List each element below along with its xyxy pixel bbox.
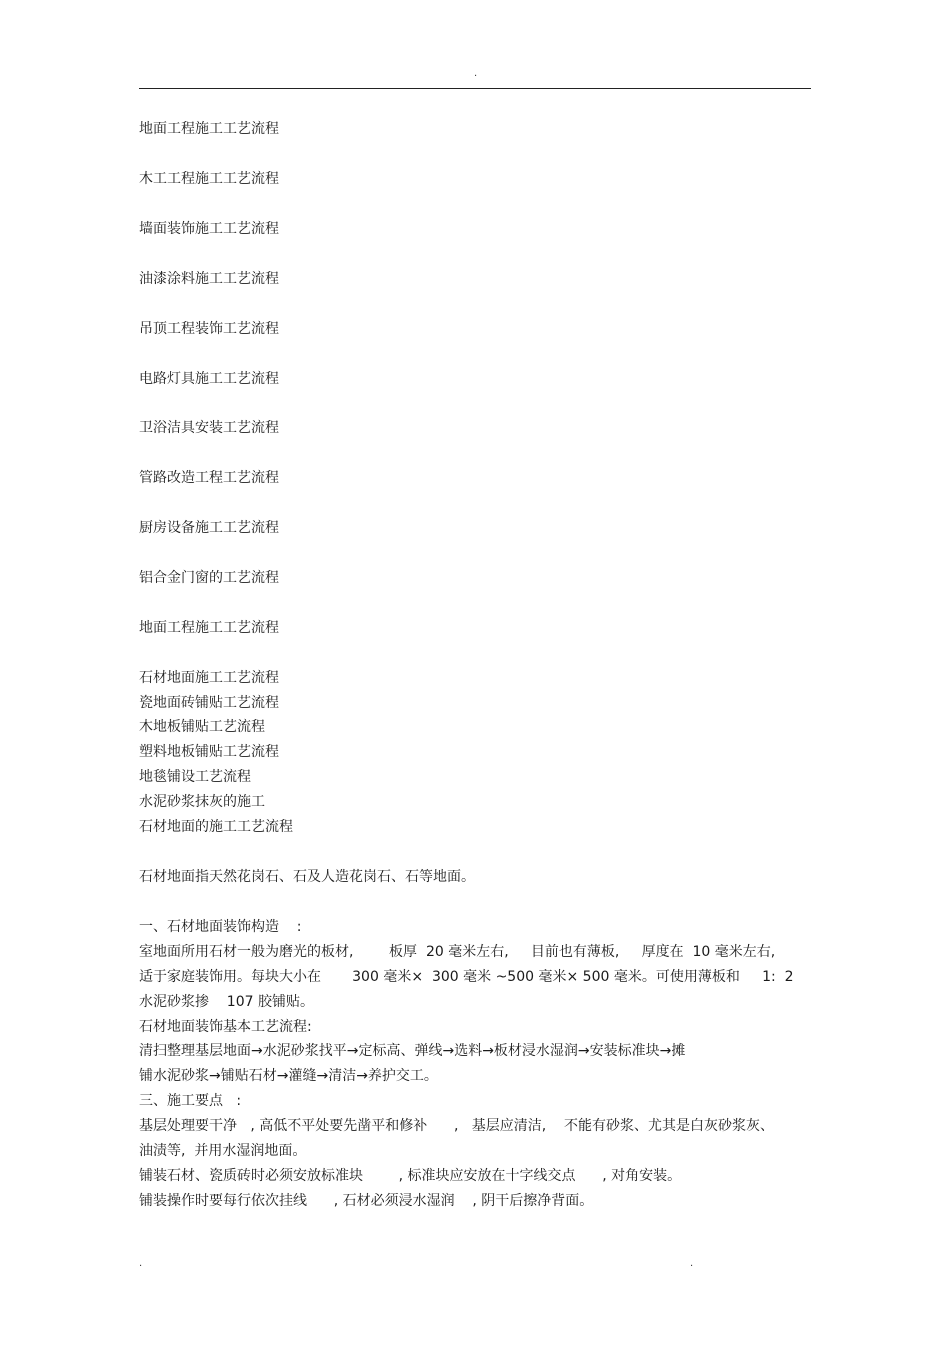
toc-item: 管路改造工程工艺流程: [139, 470, 279, 486]
body-line: 基层处理要干净 , 高低不平处要先凿平和修补 , 基层应清洁, 不能有砂浆、尤其是白灰砂浆灰、: [139, 1118, 775, 1134]
subtoc-item: 石材地面施工工艺流程: [139, 670, 279, 686]
header-rule: [139, 88, 811, 89]
intro-paragraph: 石材地面指天然花岗石、石及人造花岗石、石等地面。: [139, 869, 475, 885]
toc-item: 地面工程施工工艺流程: [139, 620, 279, 636]
toc-item: 卫浴洁具安装工艺流程: [139, 420, 279, 436]
subtoc-item: 塑料地板铺贴工艺流程: [139, 744, 279, 760]
body-line: 石材地面装饰基本工艺流程:: [139, 1019, 312, 1035]
subtoc-item: 瓷地面砖铺贴工艺流程: [139, 695, 279, 711]
footer-dot-right: .: [690, 1258, 694, 1269]
header-dot: .: [474, 68, 478, 79]
body-line: 铺水泥砂浆→铺贴石材→灌缝→清洁→养护交工。: [139, 1068, 438, 1084]
body-line: 清扫整理基层地面→水泥砂浆找平→定标高、弹线→选料→板材浸水湿润→安装标准块→摊: [139, 1043, 686, 1059]
toc-item: 吊顶工程装饰工艺流程: [139, 321, 279, 337]
subtoc-item: 木地板铺贴工艺流程: [139, 719, 265, 735]
section-heading: 三、施工要点 :: [139, 1093, 242, 1109]
subtoc-item: 地毯铺设工艺流程: [139, 769, 251, 785]
body-line: 油渍等, 并用水湿润地面。: [139, 1143, 307, 1159]
body-line: 室地面所用石材一般为磨光的板材, 板厚 20 毫米左右, 目前也有薄板, 厚度在 10 毫米左右,: [139, 944, 776, 960]
toc-item: 铝合金门窗的工艺流程: [139, 570, 279, 586]
toc-item: 油漆涂料施工工艺流程: [139, 271, 279, 287]
footer-dot-left: .: [139, 1258, 143, 1269]
body-line: 铺装石材、瓷质砖时必须安放标准块 , 标准块应安放在十字线交点 , 对角安装。: [139, 1168, 682, 1184]
toc-item: 木工工程施工工艺流程: [139, 171, 279, 187]
body-line: 水泥砂浆掺 107 胶铺贴。: [139, 994, 314, 1010]
body-line: 铺装操作时要每行依次挂线 , 石材必须浸水湿润 , 阴干后擦净背面。: [139, 1193, 594, 1209]
toc-item: 地面工程施工工艺流程: [139, 121, 279, 137]
section-heading: 一、石材地面装饰构造 :: [139, 919, 302, 935]
subtoc-item: 水泥砂浆抹灰的施工: [139, 794, 265, 810]
toc-item: 厨房设备施工工艺流程: [139, 520, 279, 536]
subtoc-item: 石材地面的施工工艺流程: [139, 819, 293, 835]
body-line: 适于家庭装饰用。每块大小在 300 毫米× 300 毫米 ~500 毫米× 500 毫米。可使用薄板和 1: 2: [139, 969, 794, 985]
toc-item: 电路灯具施工工艺流程: [139, 371, 279, 387]
toc-item: 墙面装饰施工工艺流程: [139, 221, 279, 237]
